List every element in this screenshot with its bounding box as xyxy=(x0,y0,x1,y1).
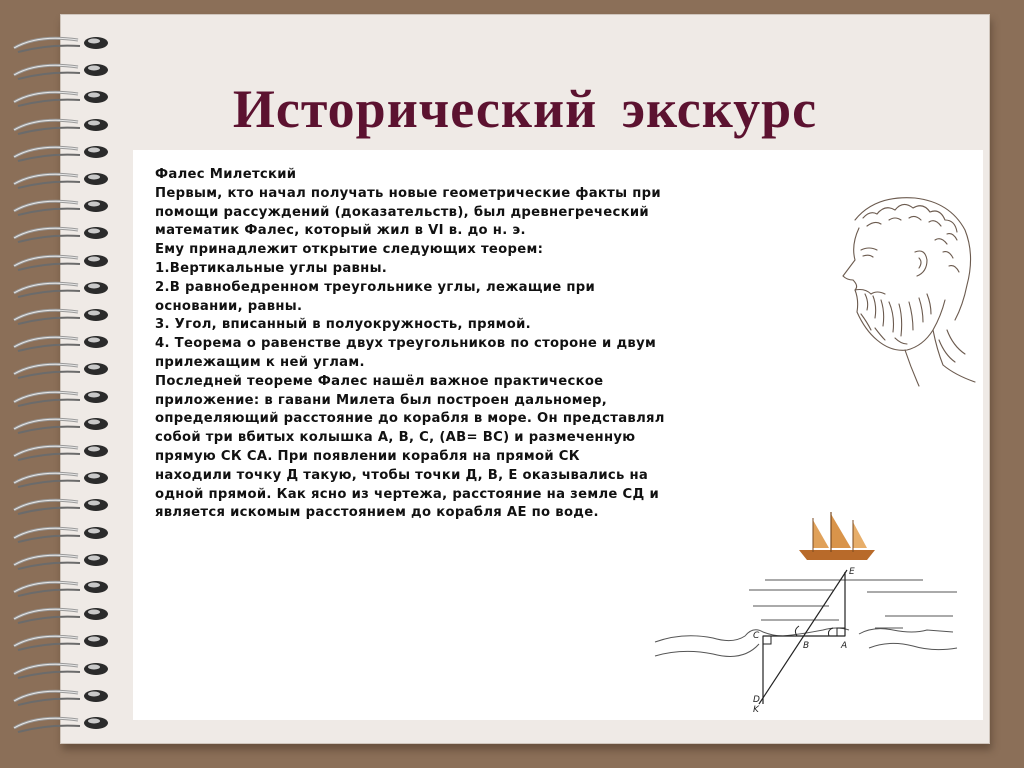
text-line: 2.В равнобедренном треугольнике углы, лежащие при xyxy=(155,279,596,295)
text-line: приложение: в гавани Милета был построен дальномер, xyxy=(155,392,608,408)
binding-ring-icon xyxy=(8,467,108,489)
binding-ring-icon xyxy=(8,386,108,408)
binding-ring-icon xyxy=(8,685,108,707)
page-title: Исторический экскурс xyxy=(232,79,818,139)
text-line: Фалес Милетский xyxy=(155,167,297,182)
label-k: K xyxy=(753,705,759,715)
binding-ring-icon xyxy=(8,549,108,571)
binding-ring-icon xyxy=(8,331,108,353)
binding-ring-icon xyxy=(8,141,108,163)
binding-ring-icon xyxy=(8,440,108,462)
binding-ring-icon xyxy=(8,195,108,217)
binding-ring-icon xyxy=(8,494,108,516)
text-line: основании, равны. xyxy=(155,298,303,314)
text-line: определяющий расстояние до корабля в море. Он представлял xyxy=(155,411,665,427)
text-line: находили точку Д такую, чтобы точки Д, В, Е оказывались на xyxy=(155,467,649,483)
text-line: собой три вбитых колышка А, В, С, (АВ= ВС) и размеченную xyxy=(155,430,636,446)
text-line: Ему принадлежит открытие следующих теорем: xyxy=(155,242,544,258)
content-panel xyxy=(133,150,983,720)
text-line: помощи рассуждений (доказательств), был древнегреческий xyxy=(155,204,649,220)
binding-ring-icon xyxy=(8,576,108,598)
text-line: 1.Вертикальные углы равны. xyxy=(155,260,388,276)
text-line: одной прямой. Как ясно из чертежа, расстояние на земле СД и xyxy=(155,486,659,502)
label-b: B xyxy=(803,641,810,651)
binding-ring-icon xyxy=(8,522,108,544)
ship-icon xyxy=(799,512,875,560)
thales-text xyxy=(155,166,715,523)
binding-ring-icon xyxy=(8,658,108,680)
text-line: прямую СК СА. При появлении корабля на прямой СК xyxy=(155,448,580,464)
binding-ring-icon xyxy=(8,603,108,625)
text-line: Первым, кто начал получать новые геометрические факты при xyxy=(155,185,661,201)
label-e: E xyxy=(849,567,855,577)
binding-ring-icon xyxy=(8,32,108,54)
label-a: A xyxy=(841,641,848,651)
binding-ring-icon xyxy=(8,277,108,299)
label-c: C xyxy=(753,631,760,641)
text-line: 3. Угол, вписанный в полуокружность, прямой. xyxy=(155,317,531,333)
binding-ring-icon xyxy=(8,413,108,435)
binding-ring-icon xyxy=(8,712,108,734)
rangefinder-diagram xyxy=(653,508,973,720)
text-line: 4. Теорема о равенстве двух треугольников по стороне и двум xyxy=(155,336,657,352)
binding-ring-icon xyxy=(8,250,108,272)
binding-ring-icon xyxy=(8,358,108,380)
binding-ring-icon xyxy=(8,304,108,326)
label-d: D xyxy=(753,695,760,705)
thales-portrait-icon xyxy=(815,190,985,390)
text-line: является искомым расстоянием до корабля АЕ по воде. xyxy=(155,505,599,521)
binding-ring-icon xyxy=(8,630,108,652)
binding-ring-icon xyxy=(8,168,108,190)
text-line: математик Фалес, который жил в VI в. до н. э. xyxy=(155,223,526,239)
binding-ring-icon xyxy=(8,222,108,244)
text-line: Последней теореме Фалес нашёл важное практическое xyxy=(155,373,604,389)
text-line: прилежащим к ней углам. xyxy=(155,354,365,370)
